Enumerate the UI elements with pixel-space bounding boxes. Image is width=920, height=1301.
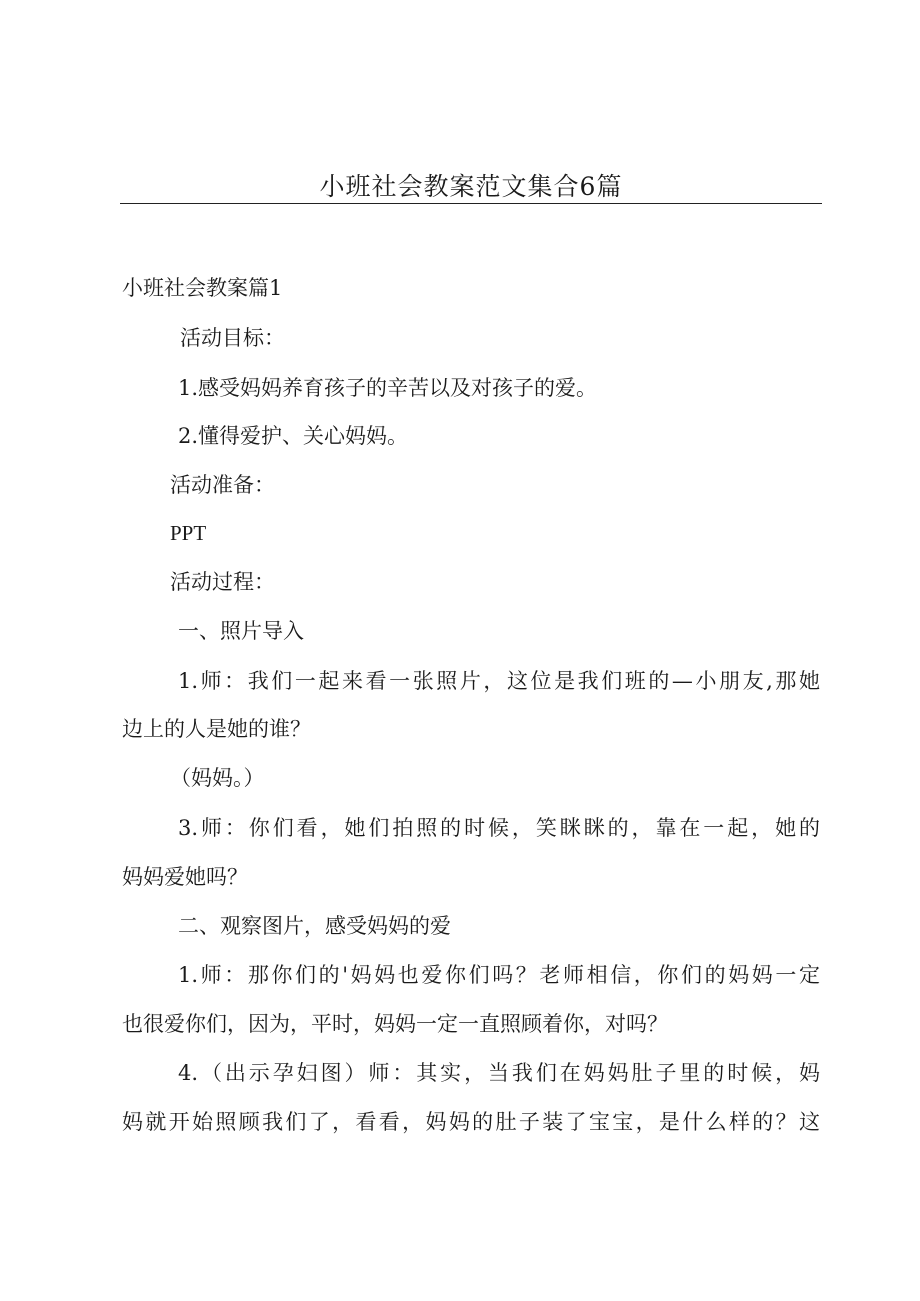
section-heading: 小班社会教案篇1 bbox=[122, 276, 283, 300]
paragraph-line: 1.师：我们一起来看一张照片，这位是我们班的—小朋友,那她 bbox=[178, 669, 820, 693]
text-line: 活动过程： bbox=[170, 570, 275, 594]
text-line: 活动准备： bbox=[170, 473, 275, 497]
title-underline bbox=[120, 203, 822, 204]
paragraph-line: 4.（出示孕妇图）师：其实，当我们在妈妈肚子里的时候，妈 bbox=[178, 1061, 820, 1085]
text-line: PPT bbox=[170, 521, 207, 545]
text-line: （妈妈。） bbox=[170, 766, 265, 790]
text-line: 1.感受妈妈养育孩子的辛苦以及对孩子的爱。 bbox=[178, 376, 598, 400]
text-line: 一、照片导入 bbox=[178, 619, 304, 643]
paragraph-line: 3.师：你们看，她们拍照的时候，笑眯眯的，靠在一起，她的 bbox=[178, 816, 820, 840]
document-title: 小班社会教案范文集合6篇 bbox=[319, 172, 623, 201]
paragraph-line: 1.师：那你们的'妈妈也爱你们吗？老师相信，你们的妈妈一定 bbox=[178, 963, 820, 987]
paragraph-line: 妈就开始照顾我们了，看看，妈妈的肚子装了宝宝，是什么样的？这 bbox=[122, 1110, 820, 1134]
paragraph-line: 也很爱你们，因为，平时，妈妈一定一直照顾着你，对吗？ bbox=[122, 1012, 668, 1036]
text-line: 活动目标： bbox=[180, 326, 285, 350]
paragraph-line: 边上的人是她的谁？ bbox=[122, 717, 311, 741]
paragraph-line: 妈妈爱她吗？ bbox=[122, 865, 248, 889]
text-line: 二、观察图片，感受妈妈的爱 bbox=[178, 914, 451, 938]
text-line: 2.懂得爱护、关心妈妈。 bbox=[178, 424, 409, 448]
